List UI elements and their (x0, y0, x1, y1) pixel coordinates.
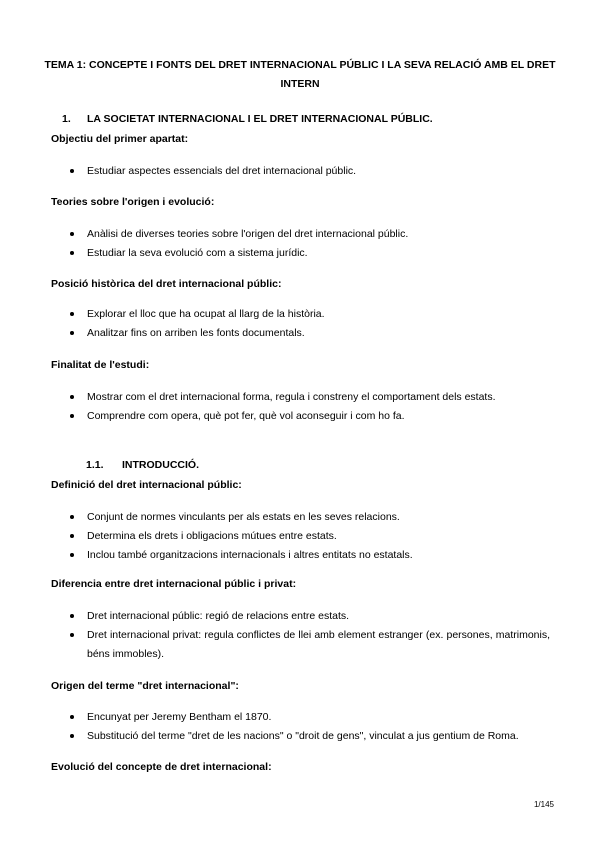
list-item: Inclou també organitzacions internacionals i altres entitats no estatals. (70, 546, 550, 565)
bullet-list-origen (70, 708, 550, 746)
list-item: Mostrar com el dret internacional forma, regula i constreny el comportament dels estats. (70, 388, 550, 407)
bullet-icon (70, 734, 74, 738)
list-item: Dret internacional privat: regula conflictes de llei amb element estranger (ex. persones, matrimonis, béns immobles). (70, 626, 550, 664)
bullet-icon (70, 553, 74, 557)
section-number: 1. (62, 113, 71, 125)
bullet-icon (70, 312, 74, 316)
group-label-objectiu: Objectiu del primer apartat: (51, 133, 189, 145)
section-heading-1 (62, 113, 433, 125)
bullet-list-diferencia (70, 607, 550, 664)
list-item: Anàlisi de diverses teories sobre l'origen del dret internacional públic. (70, 225, 550, 244)
list-item: Determina els drets i obligacions mútues entre estats. (70, 527, 550, 546)
group-label-diferencia: Diferencia entre dret internacional públic i privat: (51, 578, 297, 590)
list-item: Conjunt de normes vinculants per als estats en les seves relacions. (70, 508, 550, 527)
group-label-finalitat: Finalitat de l'estudi: (51, 359, 150, 371)
bullet-icon (70, 515, 74, 519)
bullet-icon (70, 715, 74, 719)
list-item: Estudiar la seva evolució com a sistema jurídic. (70, 244, 550, 263)
list-item: Substitució del terme "dret de les nacions" o "droit de gens", vinculat a jus gentium de Roma. (70, 727, 550, 746)
list-item: Comprendre com opera, què pot fer, què vol aconseguir i com ho fa. (70, 407, 550, 426)
bullet-icon (70, 395, 74, 399)
group-label-origen: Origen del terme "dret internacional": (51, 680, 239, 692)
bullet-icon (70, 251, 74, 255)
bullet-icon (70, 534, 74, 538)
bullet-icon (70, 232, 74, 236)
bullet-icon (70, 633, 74, 637)
bullet-list-finalitat (70, 388, 550, 426)
list-item: Encunyat per Jeremy Bentham el 1870. (70, 708, 550, 727)
section-title: LA SOCIETAT INTERNACIONAL I EL DRET INTERNACIONAL PÚBLIC. (87, 113, 433, 125)
section-heading-1-1 (86, 459, 199, 471)
section-title: INTRODUCCIÓ. (122, 459, 199, 471)
bullet-icon (70, 614, 74, 618)
group-label-posicio: Posició històrica del dret internacional públic: (51, 278, 282, 290)
bullet-list-objectiu (70, 162, 550, 181)
bullet-list-definicio (70, 508, 550, 565)
group-label-definicio: Definició del dret internacional públic: (51, 479, 242, 491)
bullet-icon (70, 414, 74, 418)
list-item: Estudiar aspectes essencials del dret internacional públic. (70, 162, 550, 181)
list-item: Analitzar fins on arriben les fonts documentals. (70, 324, 550, 343)
page-number: 1/145 (533, 800, 554, 809)
group-label-evolucio: Evolució del concepte de dret internacional: (51, 761, 272, 773)
list-item: Dret internacional públic: regió de relacions entre estats. (70, 607, 550, 626)
group-label-teories: Teories sobre l'origen i evolució: (51, 196, 215, 208)
bullet-list-posicio (70, 305, 550, 343)
bullet-icon (70, 331, 74, 335)
bullet-icon (70, 169, 74, 173)
bullet-list-teories (70, 225, 550, 263)
document-title: TEMA 1: CONCEPTE I FONTS DEL DRET INTERNACIONAL PÚBLIC I LA SEVA RELACIÓ AMB EL DRET INTERN (44, 59, 556, 90)
section-number: 1.1. (86, 459, 104, 471)
list-item: Explorar el lloc que ha ocupat al llarg de la història. (70, 305, 550, 324)
